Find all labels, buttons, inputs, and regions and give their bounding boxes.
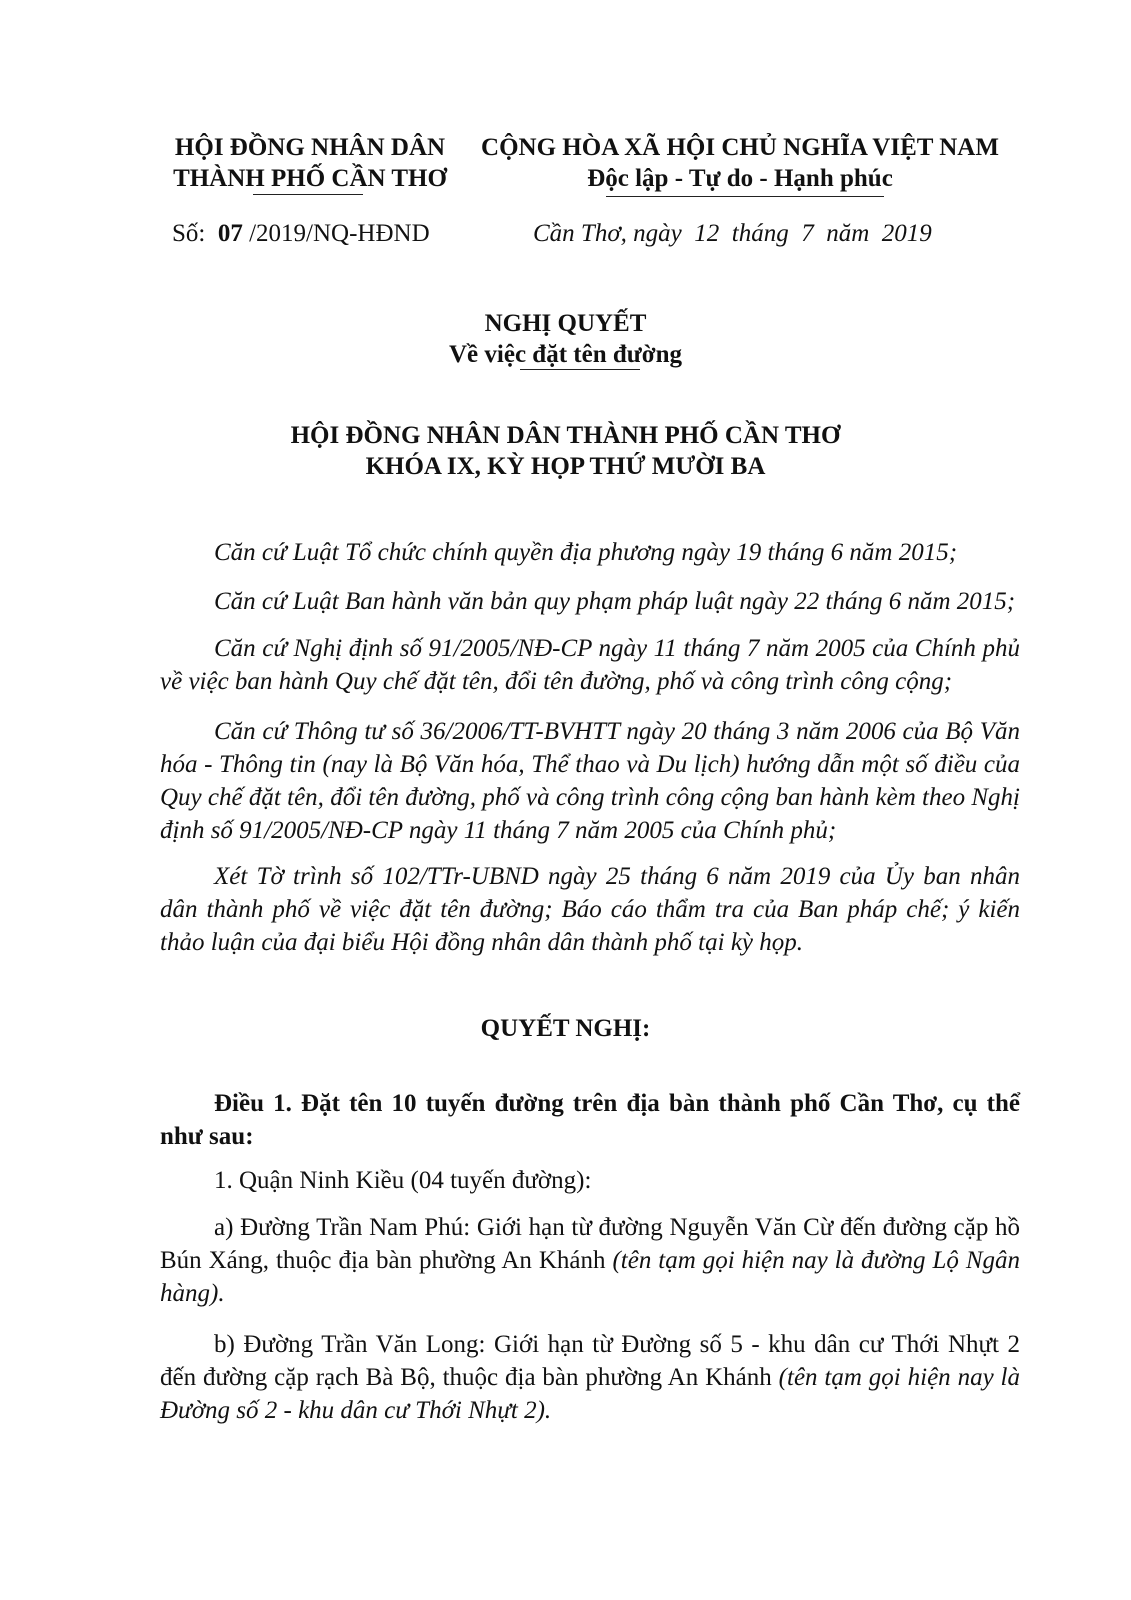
agency-name-line2: THÀNH PHỐ CẦN THƠ xyxy=(173,165,447,192)
document-subject: Về việc đặt tên đường xyxy=(449,341,682,368)
legal-basis-4: Căn cứ Thông tư số 36/2006/TT-BVHTT ngày 20 tháng 3 năm 2006 của Bộ Văn hóa - Thông tin (nay là Bộ Văn hóa, Thể thao và Du lịch) hướng dẫn một số điều của Quy chế đặt tên, đổi tên đường, phố và công trình công cộng ban hành kèm theo Nghị định số 91/2005/NĐ-CP ngày 11 tháng 7 năm 2005 của Chính phủ; xyxy=(160,718,1020,844)
document-number xyxy=(172,220,430,248)
article-1-heading: Điều 1. Đặt tên 10 tuyến đường trên địa bàn thành phố Cần Thơ, cụ thể như sau: xyxy=(160,1090,1020,1150)
issuer-line1: HỘI ĐỒNG NHÂN DÂN THÀNH PHỐ CẦN THƠ xyxy=(290,422,841,449)
agency-name-line1: HỘI ĐỒNG NHÂN DÂN xyxy=(174,134,446,161)
agency-name-block xyxy=(160,132,460,194)
item-a-text: a) Đường Trần Nam Phú: Giới hạn từ đường Nguyễn Văn Cừ đến đường cặp hồ Bún Xáng, thuộc địa bàn phường An Khánh xyxy=(160,1214,1020,1274)
item-a-note: (tên tạm gọi hiện nay là đường Lộ Ngân hàng). xyxy=(160,1247,1020,1307)
legal-basis-5: Xét Tờ trình số 102/TTr-UBND ngày 25 tháng 6 năm 2019 của Ủy ban nhân dân thành phố về việc đặt tên đường; Báo cáo thẩm tra của Ban pháp chế; ý kiến thảo luận của đại biểu Hội đồng nhân dân thành phố tại kỳ họp. xyxy=(160,863,1020,956)
place-date: Cần Thơ, ngày 12 tháng 7 năm 2019 xyxy=(533,220,932,247)
legal-basis-1: Căn cứ Luật Tổ chức chính quyền địa phương ngày 19 tháng 6 năm 2015; xyxy=(214,539,958,566)
agency-underline xyxy=(253,194,363,195)
article-1-item-a xyxy=(160,1211,1020,1310)
national-motto: Độc lập - Tự do - Hạnh phúc xyxy=(587,165,893,192)
number-prefix: Số: xyxy=(172,220,206,247)
document-type: NGHỊ QUYẾT xyxy=(484,310,647,337)
legal-basis-3: Căn cứ Nghị định số 91/2005/NĐ-CP ngày 11 tháng 7 năm 2005 của Chính phủ về việc ban hành Quy chế đặt tên, đổi tên đường, phố và công trình công cộng; xyxy=(160,635,1020,695)
document-title-block xyxy=(0,308,1131,370)
article-1-item-b xyxy=(160,1328,1020,1427)
title-underline xyxy=(520,369,640,370)
issuer-block xyxy=(0,420,1131,482)
motto-underline xyxy=(606,196,884,197)
legal-basis-2: Căn cứ Luật Ban hành văn bản quy phạm pháp luật ngày 22 tháng 6 năm 2015; xyxy=(214,588,1016,615)
number-value: 07 xyxy=(217,220,243,247)
item-b-text: b) Đường Trần Văn Long: Giới hạn từ Đường số 5 - khu dân cư Thới Nhựt 2 đến đường cặp rạch Bà Bộ, thuộc địa bàn phường An Khánh xyxy=(160,1331,1020,1391)
national-motto-block xyxy=(465,132,1015,194)
number-suffix: /2019/NQ-HĐND xyxy=(249,220,430,247)
issuer-line2: KHÓA IX, KỲ HỌP THỨ MƯỜI BA xyxy=(365,453,766,480)
district-1-heading: 1. Quận Ninh Kiều (04 tuyến đường): xyxy=(214,1167,592,1194)
country-name: CỘNG HÒA XÃ HỘI CHỦ NGHĨA VIỆT NAM xyxy=(481,134,999,161)
item-b-note: (tên tạm gọi hiện nay là Đường số 2 - khu dân cư Thới Nhựt 2). xyxy=(160,1364,1020,1424)
resolves-heading: QUYẾT NGHỊ: xyxy=(480,1015,651,1042)
